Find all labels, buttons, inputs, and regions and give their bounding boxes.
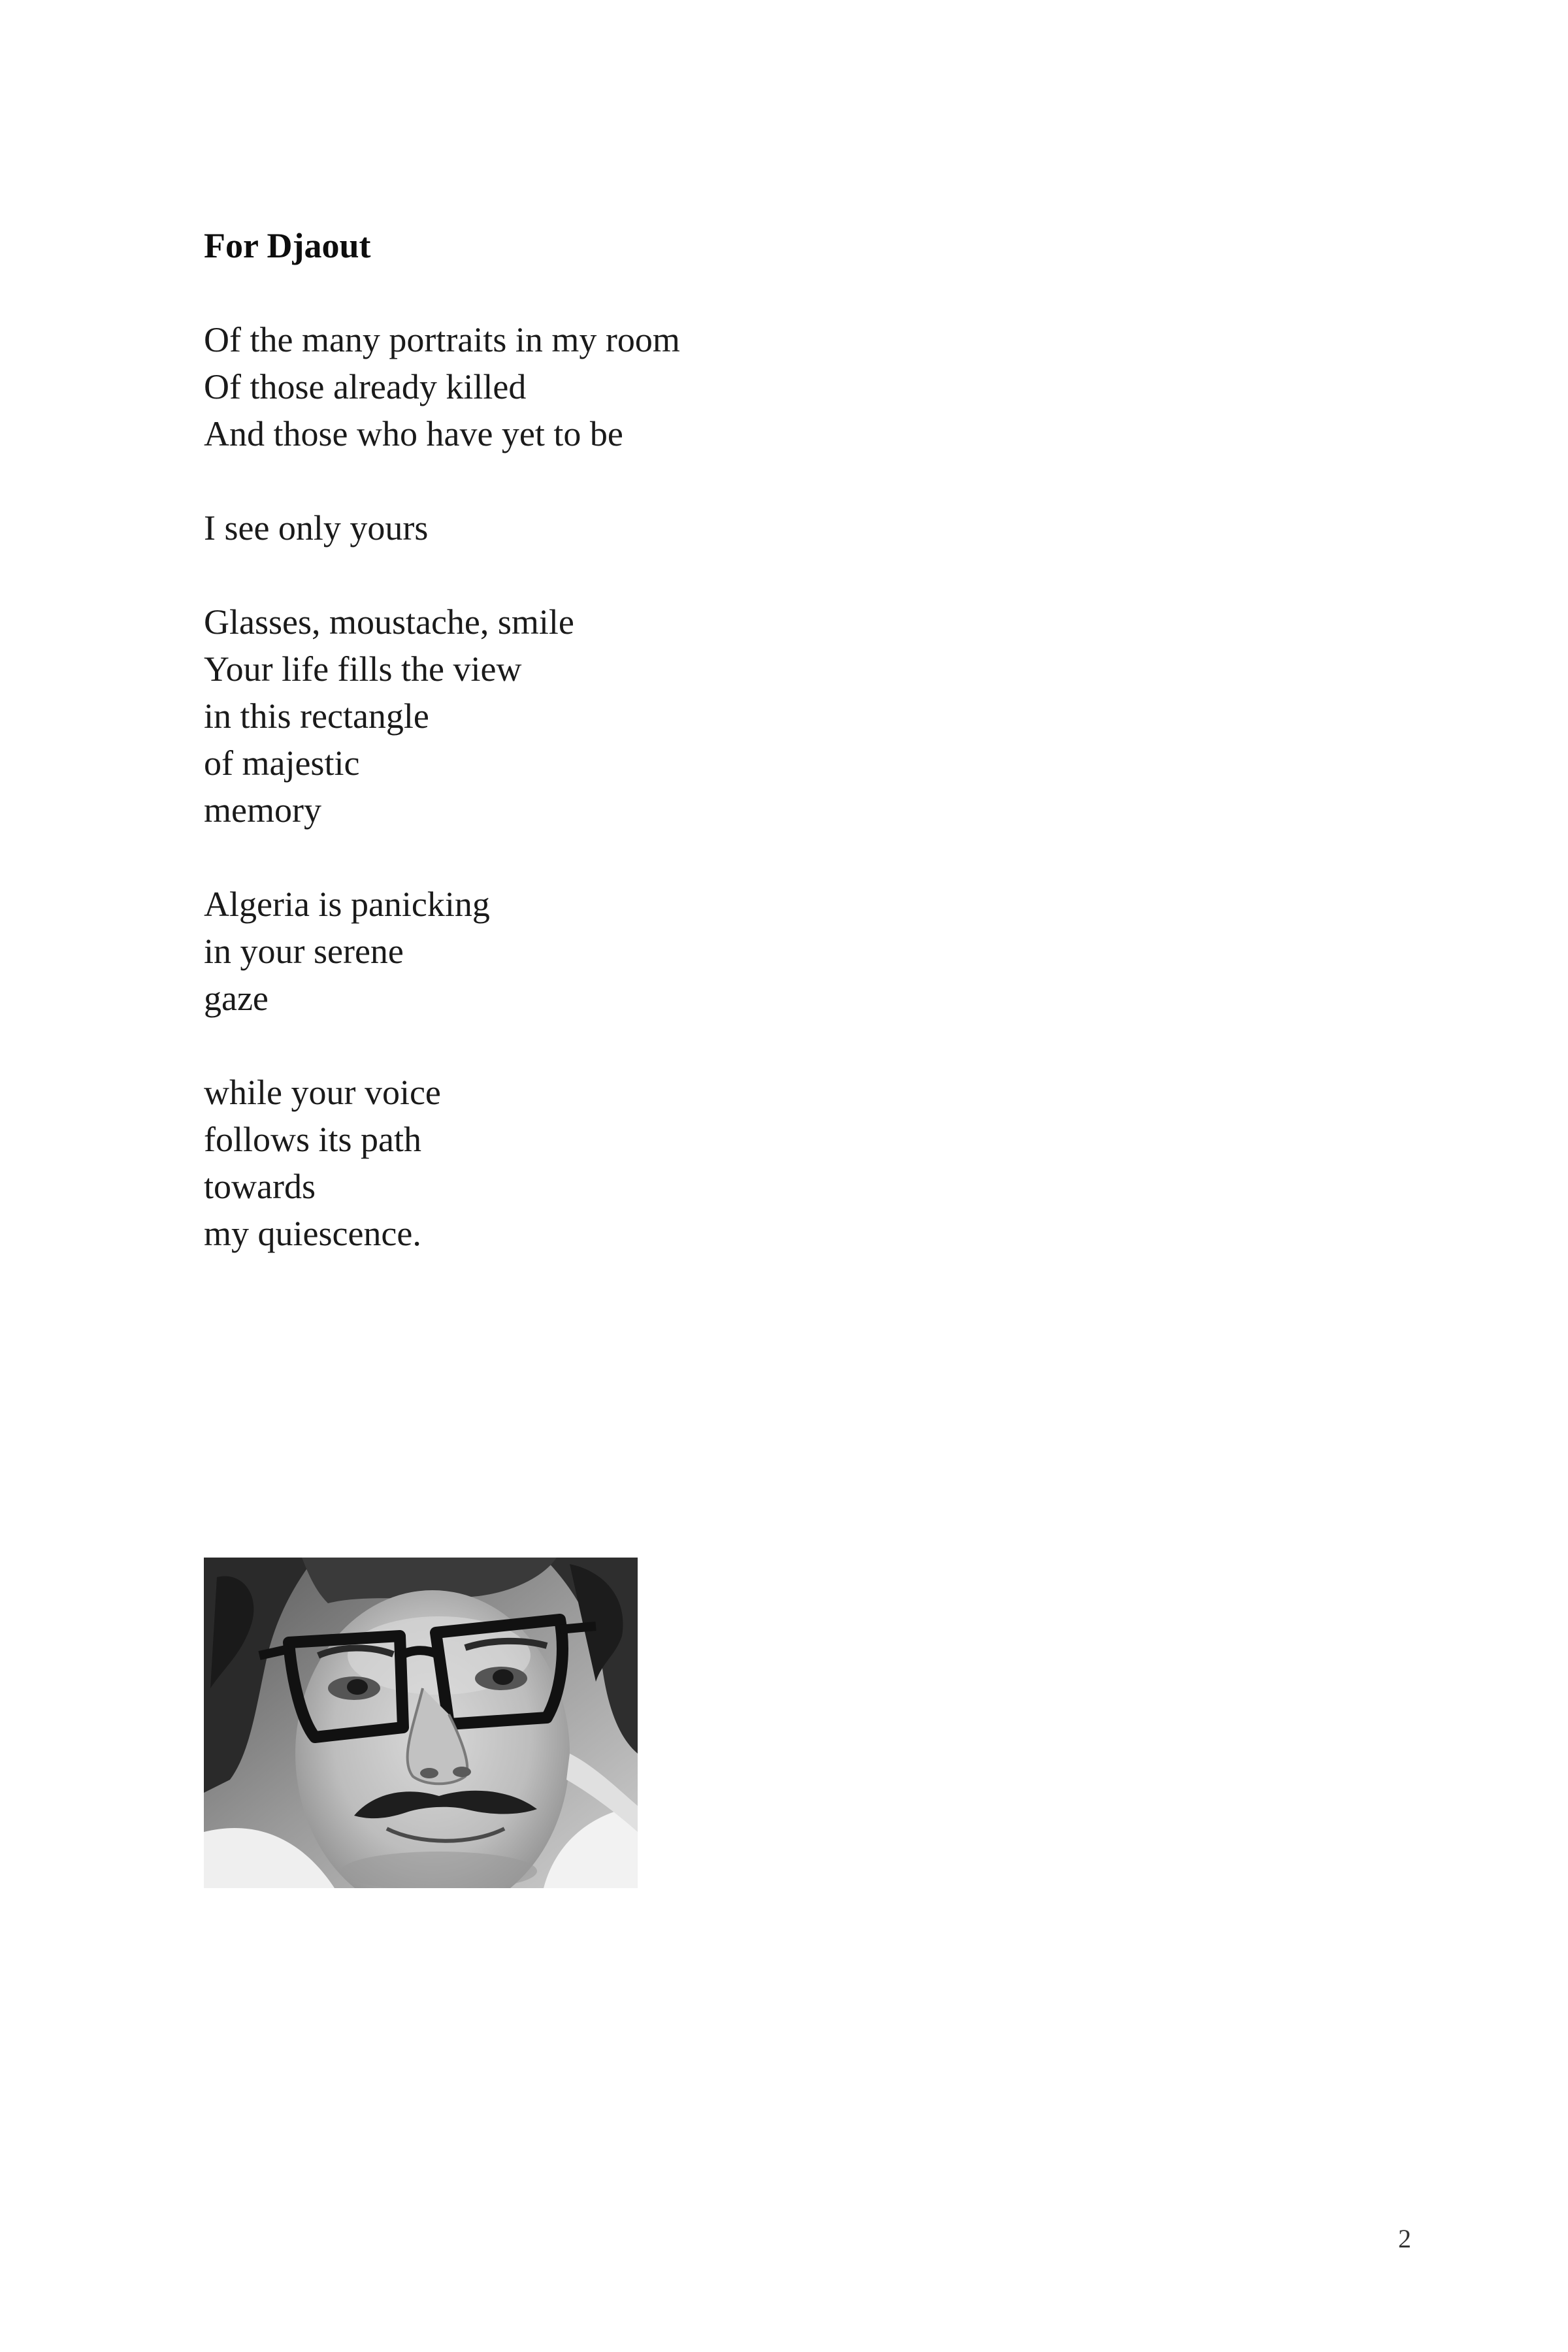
stanza-2 <box>204 504 1184 551</box>
poem-line: Algeria is panicking <box>204 885 490 924</box>
poem-line: memory <box>204 791 321 830</box>
poem-line: gaze <box>204 979 269 1018</box>
poem-line: follows its path <box>204 1120 421 1159</box>
poem-line: I see only yours <box>204 508 429 547</box>
stanza-4 <box>204 881 1184 1022</box>
poem-line: while your voice <box>204 1073 441 1112</box>
poem-line: Of the many portraits in my room <box>204 320 680 359</box>
poem-title: For Djaout <box>204 226 371 265</box>
poem-line: Of those already killed <box>204 367 527 406</box>
poem-line: And those who have yet to be <box>204 414 623 453</box>
poem-line: Glasses, moustache, smile <box>204 602 574 642</box>
poem-line: my quiescence. <box>204 1214 421 1253</box>
page-number: 2 <box>1398 2224 1411 2253</box>
poem-line: towards <box>204 1167 316 1206</box>
poem-line: Your life fills the view <box>204 649 522 689</box>
stanza-5 <box>204 1069 1184 1257</box>
poem-line: of majestic <box>204 743 360 783</box>
portrait-illustration <box>204 1558 638 1888</box>
poem-line: in this rectangle <box>204 696 429 736</box>
stanza-1 <box>204 316 1184 457</box>
poem <box>204 222 1184 1304</box>
portrait-photo <box>204 1558 638 1888</box>
stanza-3 <box>204 598 1184 834</box>
poem-line: in your serene <box>204 932 404 971</box>
